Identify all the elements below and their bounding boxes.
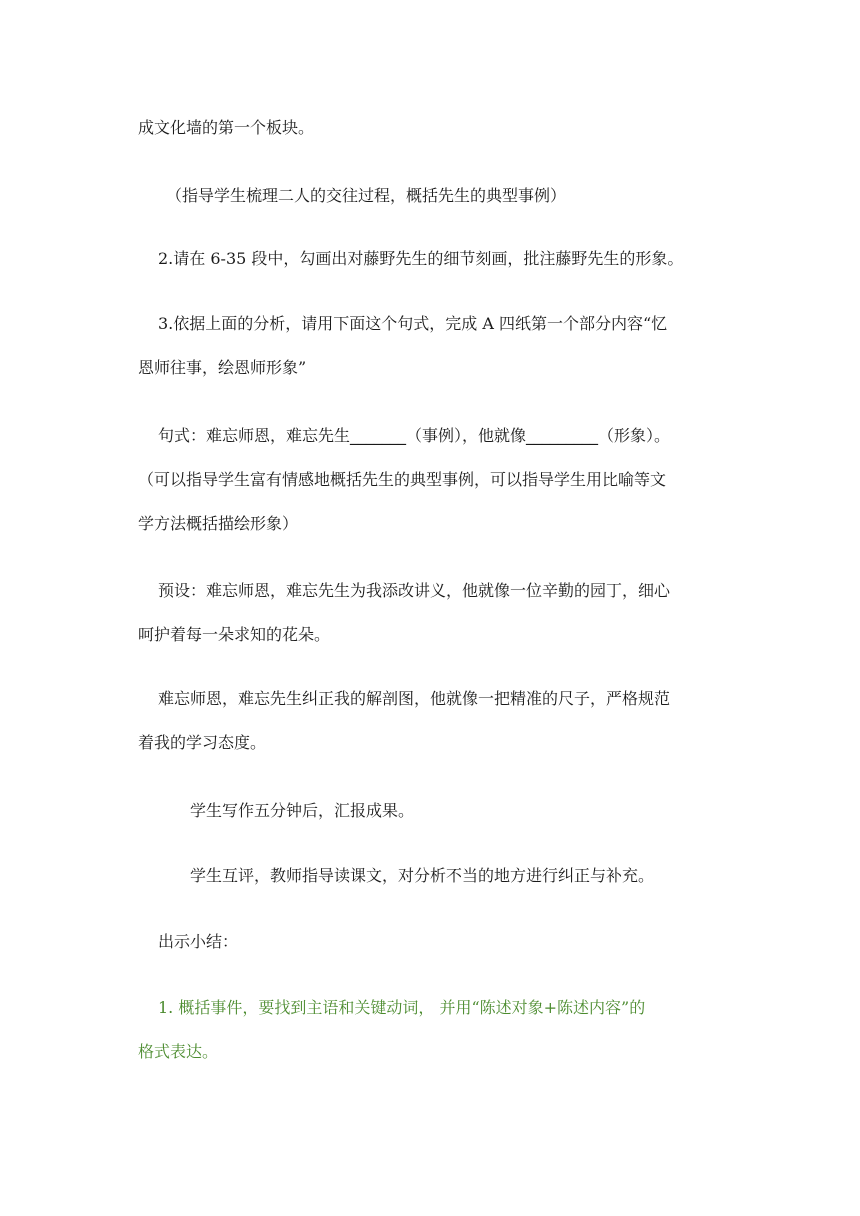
paragraph-continuation: 成文化墙的第一个板块。 [138, 118, 315, 137]
summary-point-1-line-1: 1. 概括事件，要找到主语和关键动词， 并用“陈述对象+陈述内容”的 [158, 998, 646, 1017]
sentence-pattern-note-1: （可以指导学生富有情感地概括先生的典型事例，可以指导学生用比喻等文 [138, 470, 667, 489]
preset-example-2-line-2: 着我的学习态度。 [138, 733, 267, 752]
student-writing-step: 学生写作五分钟后，汇报成果。 [190, 801, 415, 820]
preset-example-1-line-1: 预设：难忘师恩，难忘先生为我添改讲义，他就像一位辛勤的园丁，细心 [158, 581, 671, 600]
sentence-pattern: 句式：难忘师恩，难忘先生_______（事例），他就像_________（形象）。 [158, 426, 671, 445]
peer-review-step: 学生互评，教师指导读课文，对分析不当的地方进行纠正与补充。 [190, 866, 655, 885]
task-3-line-1: 3.依据上面的分析，请用下面这个句式，完成 A 四纸第一个部分内容“忆 [158, 314, 668, 333]
preset-example-2-line-1: 难忘师恩，难忘先生纠正我的解剖图，他就像一把精准的尺子，严格规范 [158, 689, 671, 708]
summary-point-1-line-2: 格式表达。 [138, 1042, 219, 1061]
task-2: 2.请在 6-35 段中，勾画出对藤野先生的细节刻画，批注藤野先生的形象。 [158, 249, 684, 268]
preset-example-1-line-2: 呵护着每一朵求知的花朵。 [138, 625, 331, 644]
teaching-note: （指导学生梳理二人的交往过程，概括先生的典型事例） [166, 186, 567, 205]
sentence-pattern-note-2: 学方法概括描绘形象） [138, 514, 299, 533]
task-3-line-2: 恩师往事，绘恩师形象” [138, 358, 307, 377]
summary-heading: 出示小结： [158, 932, 239, 951]
